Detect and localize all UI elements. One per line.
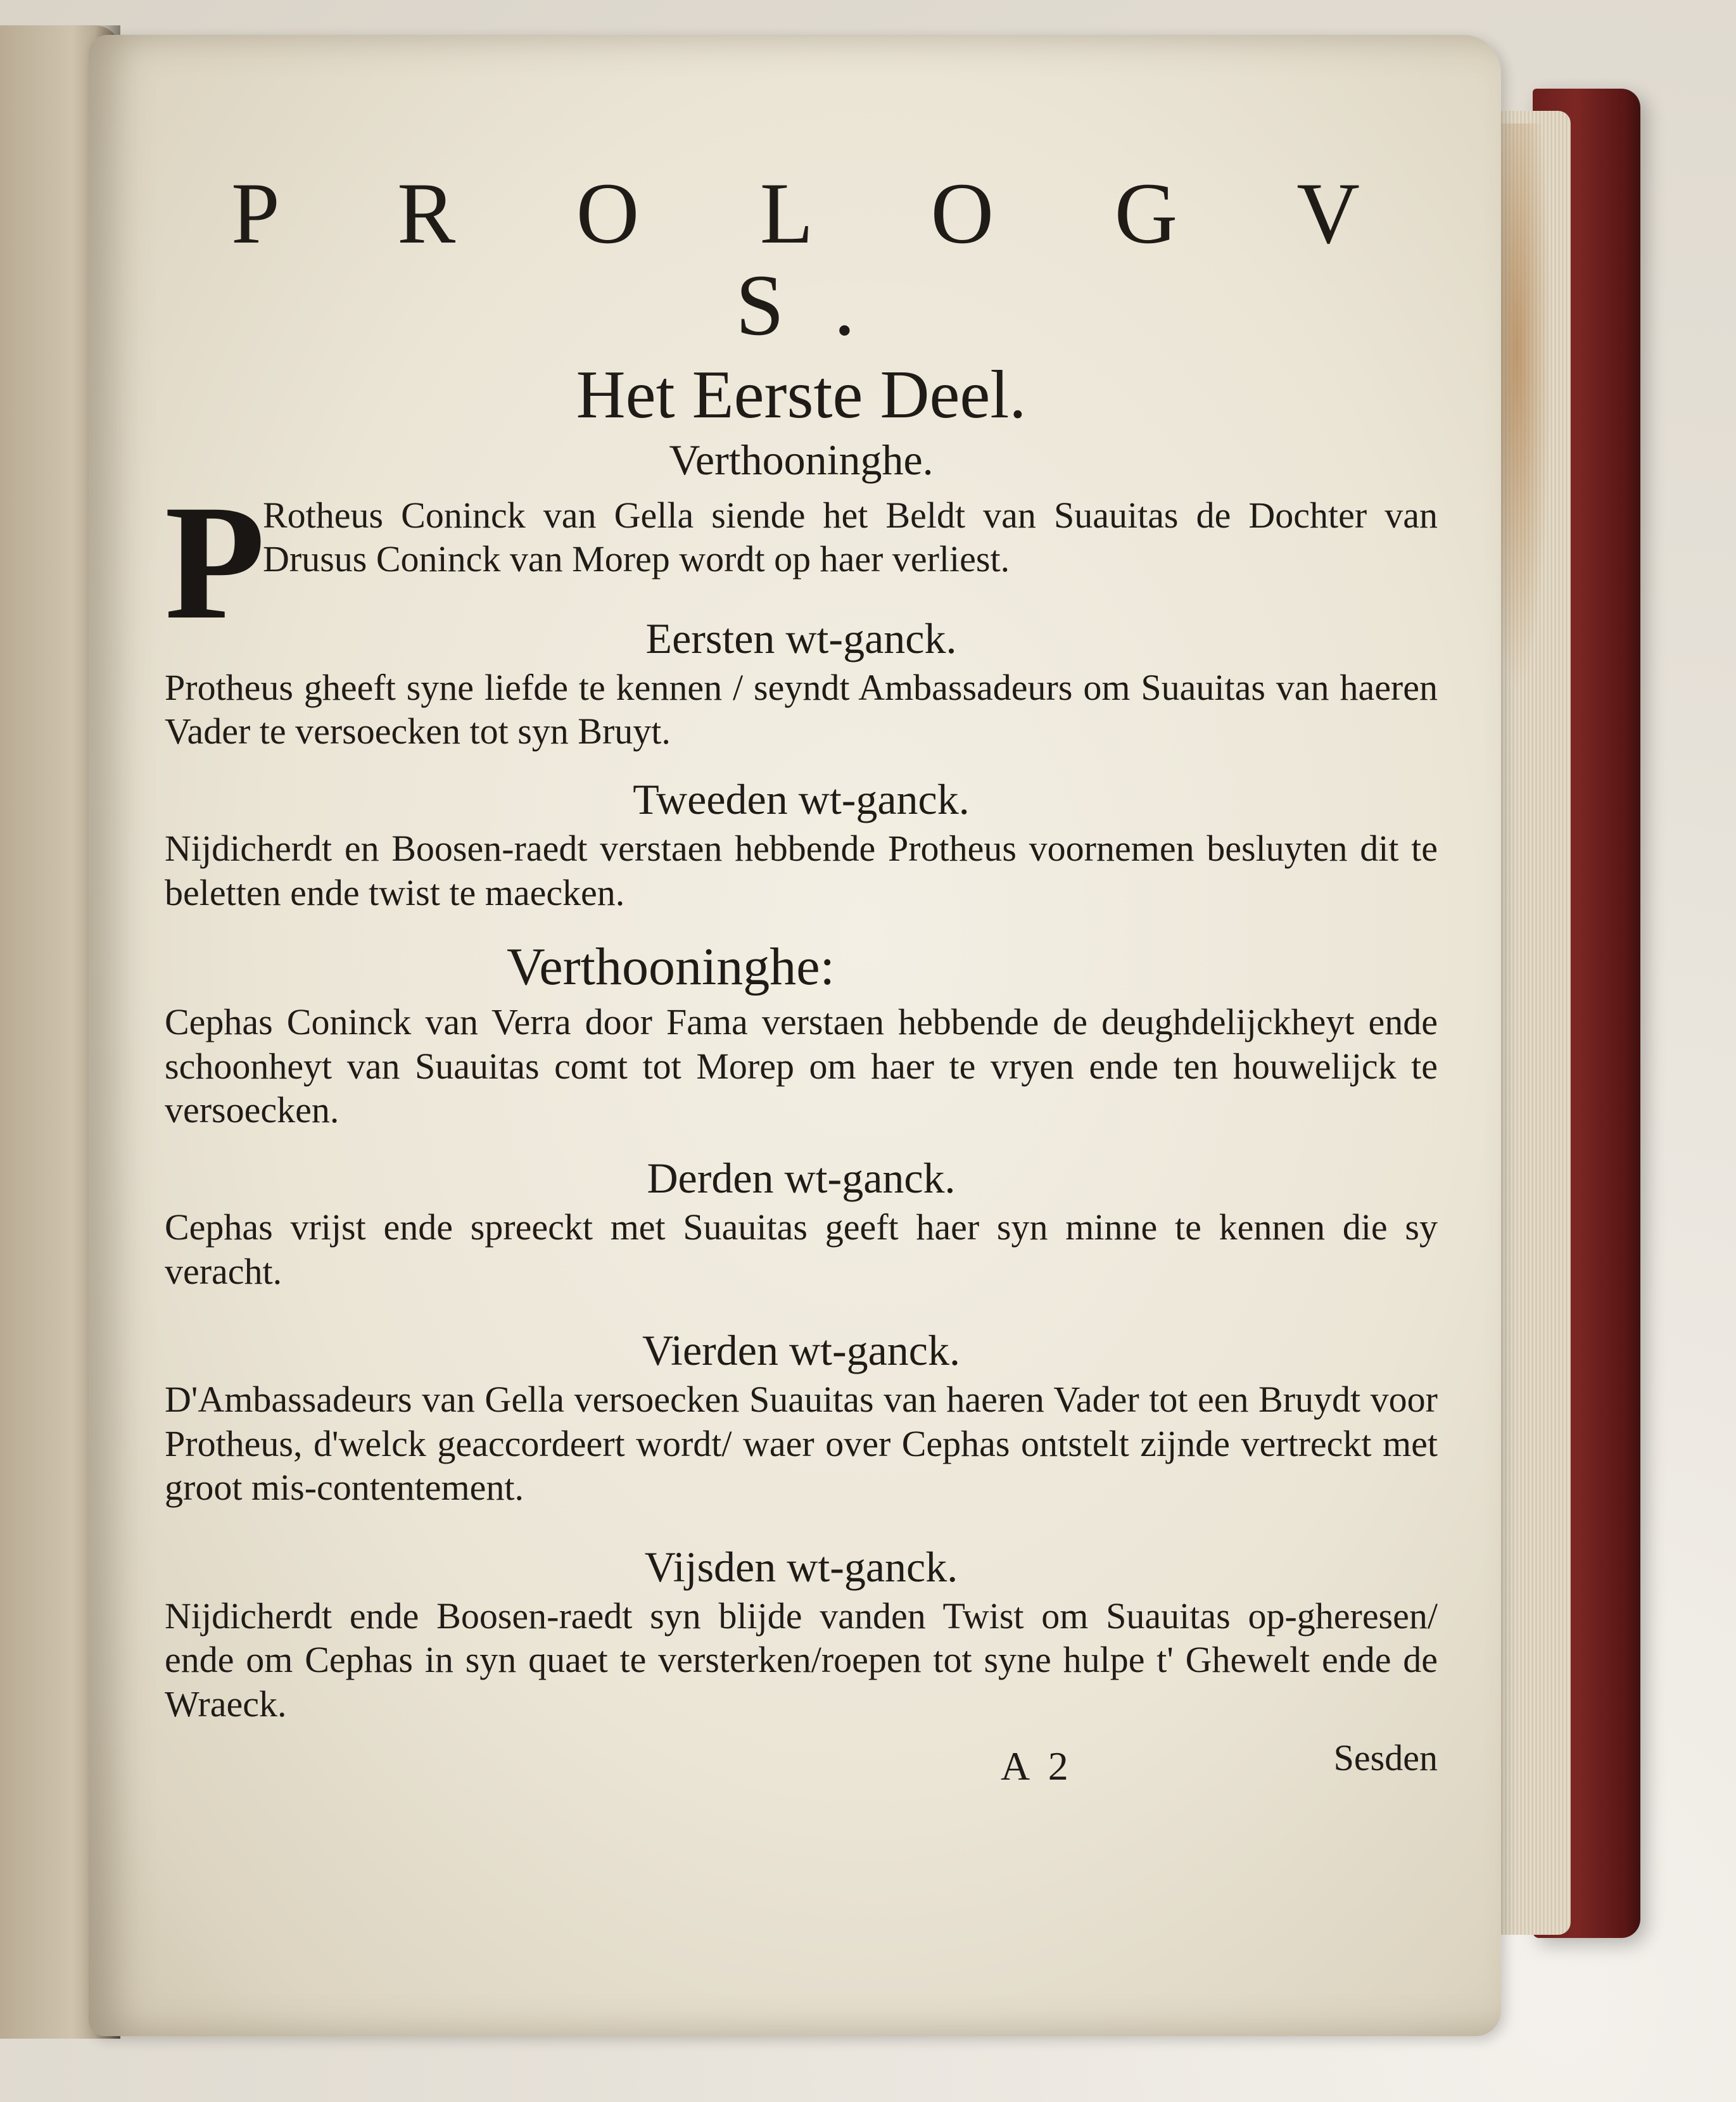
catchword: Sesden [1333,1737,1438,1778]
section-paragraph: D'Ambassadeurs van Gella versoecken Suauitas van haeren Vader tot een Bruydt voor Protheus, d'welck geaccordeert wordt/ waer over Cephas ontstelt zijnde vertreckt met groot mis-contentement. [165,1379,1438,1509]
page-footer [165,1737,1438,1800]
spacer [165,915,1438,934]
page-title: P R O L O G V S. [231,165,1409,353]
section-paragraph: Cephas vrijst ende spreeckt met Suauitas geeft haer syn minne te kennen die sy veracht. [165,1206,1438,1292]
section-heading: Vierden wt-ganck. [642,1326,960,1375]
page-subtitle: Het Eerste Deel. [576,357,1027,433]
section-paragraph: Nijdicherdt en Boosen-raedt verstaen hebbende Protheus voornemen besluyten dit te beletten ende twist te maecken. [165,827,1438,913]
section-heading: Vijsden wt-ganck. [644,1542,958,1591]
section-paragraph: Nijdicherdt ende Boosen-raedt syn blijde vanden Twist om Suauitas op-gheresen/ ende om Cephas in syn quaet te versterken/roepen tot syne hulpe t' Ghewelt ende de Wraeck. [165,1595,1438,1725]
section-heading: Tweeden wt-ganck. [633,775,970,823]
book-page [89,35,1501,2036]
spacer [165,1132,1438,1151]
signature-mark: A 2 [1001,1743,1074,1789]
section-text: Rotheus Coninck van Gella siende het Beldt van Suauitas de Dochter van Drusus Coninck van Morep wordt op haer verliest. [263,494,1438,580]
section-heading: Verthooninghe: [507,937,835,997]
spacer [165,1293,1438,1324]
spacer [165,1510,1438,1540]
section-paragraph: Protheus gheeft syne liefde te kennen / seyndt Ambassadeurs om Suauitas van haeren Vader te versoecken tot syn Bruyt. [165,666,1438,752]
section-heading: Verthooninghe. [669,435,934,484]
drop-cap: P [165,471,265,654]
section-paragraph: Cephas Coninck van Verra door Fama verstaen hebbende de deughdelijckheyt ende schoonheyt van Suauitas comt tot Morep om haer te vryen ende ten houwelijck te versoecken. [165,1001,1438,1131]
page-text [165,165,1438,1800]
spacer [165,581,1438,612]
section-heading: Eersten wt-ganck. [645,614,957,662]
spacer [165,754,1438,773]
section-heading: Derden wt-ganck. [647,1153,956,1202]
